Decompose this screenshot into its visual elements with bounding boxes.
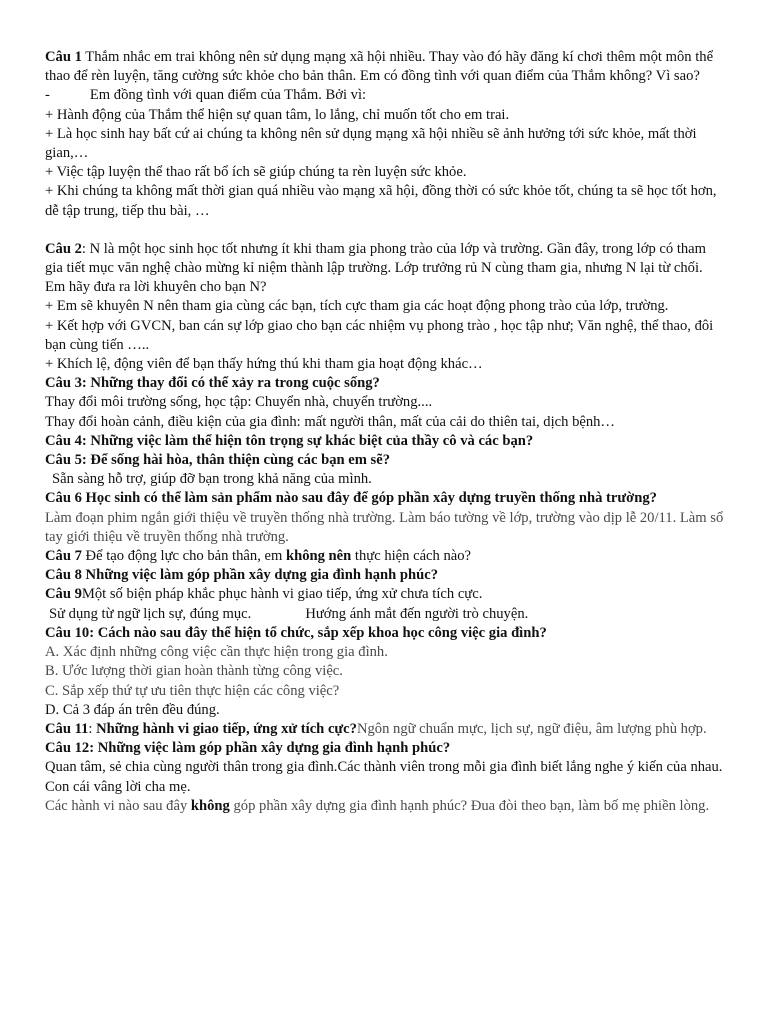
question-10-heading	[45, 624, 725, 643]
document-page	[45, 48, 725, 816]
question-1	[45, 48, 725, 86]
question-11-answer: Ngôn ngữ chuẩn mực, lịch sự, ngữ điệu, âm lượng phù hợp.	[356, 720, 707, 737]
question-3-answer: Thay đổi môi trường sống, học tập: Chuyển nhà, chuyển trường....	[45, 394, 433, 411]
question-11-label: Câu 11	[45, 720, 89, 737]
bullet-dash: -	[45, 87, 50, 104]
question-10-option: D. Cả 3 đáp án trên đều đúng.	[45, 701, 220, 718]
question-6-heading	[45, 489, 725, 508]
answer-intro-text: Em đồng tình với quan điểm của Thắm. Bởi vì:	[89, 87, 367, 104]
question-5-answer: Sẵn sàng hỗ trợ, giúp đỡ bạn trong khả năng của mình.	[52, 471, 372, 488]
question-3-heading-text: Câu 3: Những thay đổi có thể xảy ra trong cuộc sống?	[45, 375, 380, 392]
question-7-label: Câu 7	[45, 548, 82, 565]
question-1-answer-intro	[45, 86, 725, 105]
question-12-followup	[45, 797, 725, 816]
question-9-answers	[45, 605, 725, 624]
question-1-label: Câu 1	[45, 49, 82, 65]
question-9	[45, 585, 725, 604]
question-9-answer-a: Sử dụng từ ngữ lịch sự, đúng mục.	[49, 605, 252, 622]
question-5-heading	[45, 451, 725, 470]
question-12-heading	[45, 739, 725, 758]
question-12-followup-text: Các hành vi nào sau đây	[45, 797, 191, 814]
question-7-emphasis: không nên	[285, 548, 352, 565]
question-8-heading	[45, 566, 725, 585]
question-12-followup-end: góp phần xây dựng gia đình hạnh phúc? Đua đòi theo bạn, làm bố mẹ phiền lòng.	[229, 797, 710, 814]
question-10-option: A. Xác định những công việc cần thực hiện trong gia đình.	[45, 644, 388, 661]
question-11-text: Những hành vi giao tiếp, ứng xử tích cực?	[96, 720, 357, 737]
question-6-heading-text: Câu 6 Học sinh có thể làm sản phẩm nào sau đây để góp phần xây dựng truyền thống nhà trường?	[45, 490, 657, 507]
question-6-answer: Làm đoạn phim ngắn giới thiệu về truyền thống nhà trường. Làm báo tường về lớp, trường vào dịp lễ 20/11. Làm sổ tay giới thiệu về truyền thống nhà trường.	[45, 509, 724, 545]
question-2-label: Câu 2	[45, 240, 82, 257]
question-12-followup-emphasis: không	[190, 797, 230, 814]
question-1-point: + Hành động của Thắm thể hiện sự quan tâm, lo lắng, chỉ muốn tốt cho em trai.	[45, 106, 510, 123]
question-1-point: + Việc tập luyện thể thao rất bổ ích sẽ giúp chúng ta rèn luyện sức khỏe.	[45, 164, 467, 181]
question-2-point: + Em sẽ khuyên N nên tham gia cùng các bạn, tích cực tham gia các hoạt động phong trào của lớp, trường.	[45, 298, 669, 315]
question-11-colon: :	[88, 720, 97, 737]
question-11	[45, 720, 725, 739]
question-12-answer: Quan tâm, sẻ chia cùng người thân trong gia đình.Các thành viên trong mỗi gia đình biết lắng nghe ý kiến của nhau. Con cái vâng lời cha mẹ.	[45, 759, 723, 795]
question-2-text: : N là một học sinh học tốt nhưng ít khi tham gia phong trào của lớp và trường. Gần đây, trong lớp có tham gia tiết mục văn nghệ chào mừng kỉ niệm thành lập trường. Lớp trưởng rủ N cùng tham gia, nhưng N lại từ chối. Em hãy đưa ra lời khuyên cho bạn N?	[45, 240, 707, 296]
question-2	[45, 240, 725, 298]
question-8-heading-text: Câu 8 Những việc làm góp phần xây dựng gia đình hạnh phúc?	[45, 567, 439, 584]
question-1-point: + Là học sinh hay bất cứ ai chúng ta không nên sử dụng mạng xã hội nhiều sẽ ảnh hưởng tới sức khỏe, mất thời gian,…	[45, 125, 697, 162]
question-5-heading-text: Câu 5: Để sống hài hòa, thân thiện cùng các bạn em sẽ?	[45, 452, 391, 469]
question-7	[45, 547, 725, 566]
question-2-point: + Kết hợp với GVCN, ban cán sự lớp giao cho bạn các nhiệm vụ phong trào , học tập như; Văn nghệ, thể thao, đôi bạn cùng tiến …..	[45, 317, 714, 353]
question-12-heading-text: Câu 12: Những việc làm góp phần xây dựng gia đình hạnh phúc?	[45, 740, 451, 757]
question-1-text: Thắm nhắc em trai không nên sử dụng mạng xã hội nhiều. Thay vào đó hãy đăng kí chơi thêm một môn thể thao để rèn luyện, tăng cường sức khỏe cho bản thân. Em có đồng tình với quan điểm của Thắm không? Vì sao?	[45, 49, 714, 85]
question-9-answer-b: Hướng ánh mắt đến người trò chuyện.	[305, 605, 529, 622]
question-3-heading	[45, 374, 725, 393]
question-9-label: Câu 9	[45, 586, 82, 603]
question-7-text: Để tạo động lực cho bản thân, em	[81, 548, 286, 565]
question-4-heading	[45, 432, 725, 451]
question-1-point: + Khi chúng ta không mất thời gian quá nhiều vào mạng xã hội, đồng thời có sức khỏe tốt, chúng ta sẽ học tốt hơn, dễ tập trung, tiếp thu bài, …	[45, 183, 717, 219]
question-7-text-end: thực hiện cách nào?	[351, 548, 472, 565]
question-2-point: + Khích lệ, động viên để bạn thấy hứng thú khi tham gia hoạt động khác…	[45, 356, 483, 373]
question-3-answer: Thay đổi hoàn cảnh, điều kiện của gia đình: mất người thân, mất của cải do thiên tai, dịch bệnh…	[45, 413, 616, 430]
question-10-option: C. Sắp xếp thứ tự ưu tiên thực hiện các công việc?	[45, 682, 340, 699]
question-10-heading-text: Câu 10: Cách nào sau đây thể hiện tổ chức, sắp xếp khoa học công việc gia đình?	[45, 624, 547, 641]
question-10-option: B. Ước lượng thời gian hoàn thành từng công việc.	[45, 663, 343, 680]
question-4-heading-text: Câu 4: Những việc làm thể hiện tôn trọng sự khác biệt của thầy cô và các bạn?	[45, 432, 534, 449]
question-9-text: Một số biện pháp khắc phục hành vi giao tiếp, ứng xử chưa tích cực.	[81, 586, 483, 603]
